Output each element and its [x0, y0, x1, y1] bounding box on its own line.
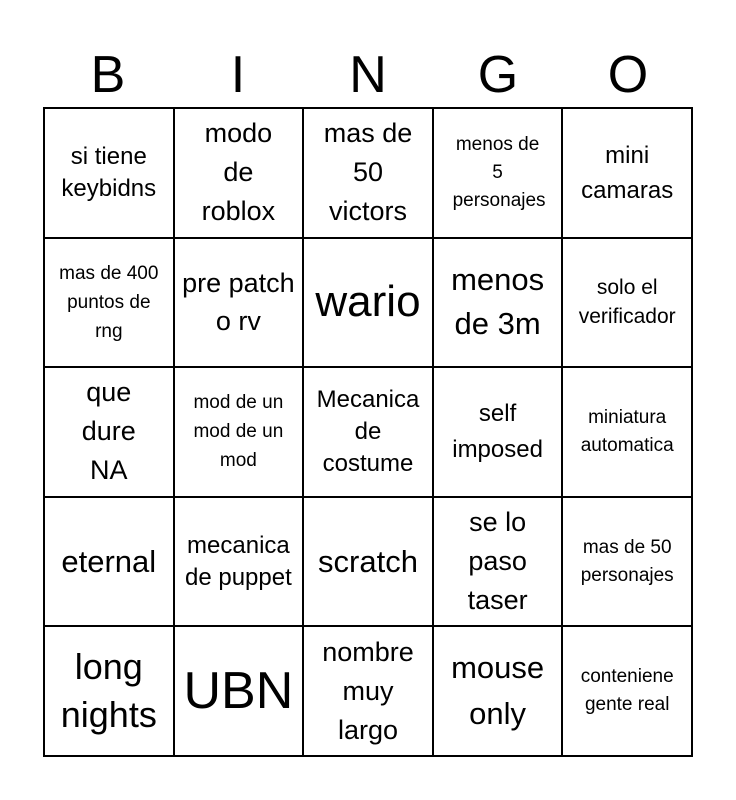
bingo-cell-text: mini camaras	[581, 141, 674, 204]
bingo-cell-text: que dure NA	[81, 377, 136, 486]
bingo-cell-r1c4[interactable]	[433, 108, 563, 238]
bingo-cell-text: si tiene keybidns	[61, 142, 157, 202]
bingo-cell-text: menos de 5 personajes	[452, 133, 546, 211]
bingo-cell-text: UBN	[183, 662, 294, 721]
bingo-cell-text: eternal	[61, 543, 157, 579]
bingo-cell-r5c3[interactable]	[303, 626, 433, 756]
bingo-cell-text: se lo paso taser	[467, 507, 528, 616]
header-letter-i: I	[230, 46, 246, 104]
header-letter-n: N	[349, 46, 387, 104]
bingo-cell-text: Mecanica de costume	[316, 385, 420, 477]
bingo-cell-r3c4[interactable]	[433, 367, 563, 497]
bingo-cell-r3c1[interactable]	[44, 367, 174, 497]
bingo-cell-text: wario	[315, 277, 421, 327]
header-letter-g: G	[477, 46, 519, 104]
bingo-cell-r3c3[interactable]	[303, 367, 433, 497]
bingo-cell-r2c1[interactable]	[44, 238, 174, 368]
bingo-cell-text: miniatura automatica	[580, 406, 674, 456]
bingo-cell-text: mas de 400 puntos de rng	[59, 262, 159, 342]
bingo-cell-r2c3[interactable]	[303, 238, 433, 368]
bingo-cell-r4c3[interactable]	[303, 497, 433, 627]
bingo-cell-text: mouse only	[451, 650, 545, 732]
bingo-cell-text: mecanica de puppet	[185, 531, 292, 591]
bingo-cell-text: menos de 3m	[451, 262, 545, 342]
bingo-cell-r4c1[interactable]	[44, 497, 174, 627]
bingo-cell-text: mod de un mod de un mod	[193, 392, 284, 472]
bingo-header	[43, 44, 693, 106]
bingo-card	[43, 107, 693, 757]
bingo-cell-text: solo el verificador	[578, 276, 676, 329]
bingo-cell-text: nombre muy largo	[322, 636, 414, 745]
bingo-cell-r2c5[interactable]	[562, 238, 692, 368]
bingo-cell-text: long nights	[60, 646, 157, 736]
bingo-cell-r2c2[interactable]	[174, 238, 304, 368]
bingo-cell-r5c1[interactable]	[44, 626, 174, 756]
bingo-cell-r4c5[interactable]	[562, 497, 692, 627]
bingo-cell-r1c2[interactable]	[174, 108, 304, 238]
bingo-cell-r4c2[interactable]	[174, 497, 304, 627]
bingo-cell-text: scratch	[318, 543, 418, 579]
bingo-cell-r3c5[interactable]	[562, 367, 692, 497]
bingo-cell-r3c2[interactable]	[174, 367, 304, 497]
bingo-cell-r2c4[interactable]	[433, 238, 563, 368]
bingo-cell-r5c2[interactable]	[174, 626, 304, 756]
bingo-cell-text: self imposed	[452, 399, 543, 463]
bingo-cell-r1c1[interactable]	[44, 108, 174, 238]
header-letter-b: B	[90, 46, 126, 104]
bingo-cell-text: mas de 50 victors	[323, 118, 413, 227]
bingo-cell-r5c5[interactable]	[562, 626, 692, 756]
bingo-cell-text: conteniene gente real	[580, 666, 674, 716]
bingo-cell-r5c4[interactable]	[433, 626, 563, 756]
bingo-cell-text: mas de 50 personajes	[580, 536, 674, 586]
bingo-cell-r1c3[interactable]	[303, 108, 433, 238]
bingo-cell-r4c4[interactable]	[433, 497, 563, 627]
bingo-cell-r1c5[interactable]	[562, 108, 692, 238]
bingo-cell-text: pre patch o rv	[182, 268, 295, 337]
header-letter-o: O	[607, 46, 649, 104]
bingo-cell-text: modo de roblox	[201, 118, 276, 227]
